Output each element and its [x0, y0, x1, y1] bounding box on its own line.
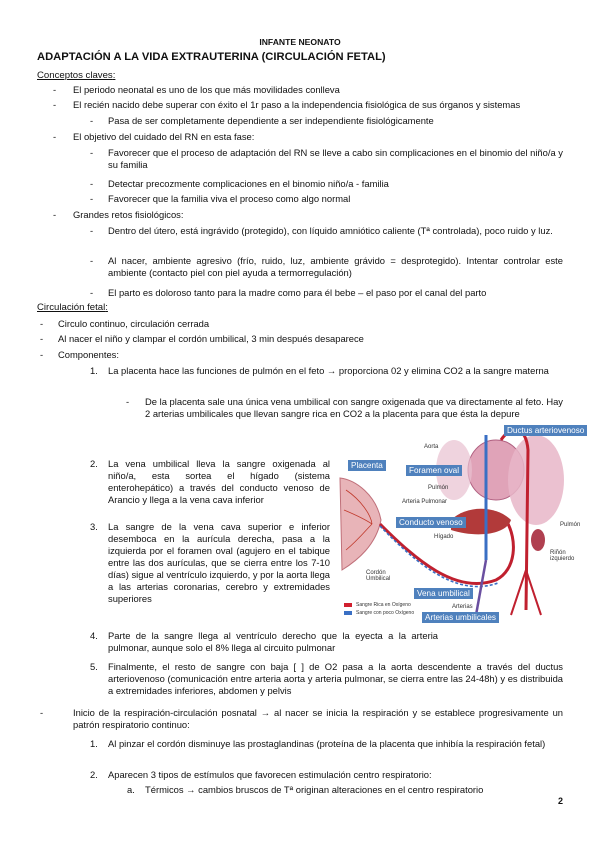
list-item: Parte de la sangre llega al ventrículo derecho que la eyecta a la arteria pulmonar, aunque solo el 8% llega al circuito pulmonar [108, 630, 438, 653]
label-pulmon-right: Pulmón [560, 522, 581, 528]
bullet-dash: - [53, 84, 57, 95]
list-item: Térmicos → cambios bruscos de Tª originan alteraciones en el centro respiratorio [145, 784, 484, 795]
label-arteria-pulmonar: Arteria Pulmonar [402, 499, 448, 505]
list-item: Pasa de ser completamente dependiente a ser independiente fisiológicamente [108, 115, 434, 126]
legend-deoxy: Sangre con poco Oxígeno [356, 610, 415, 616]
label-arterias: Arterias [452, 604, 473, 610]
number-marker: 3. [90, 521, 98, 532]
fetal-circulation-figure [336, 420, 591, 630]
number-marker: 5. [90, 661, 98, 672]
letter-marker: a. [127, 784, 135, 795]
label-foramen-oval: Foramen oval [406, 465, 462, 476]
section-circulacion: Circulación fetal: [37, 302, 108, 313]
document-title: ADAPTACIÓN A LA VIDA EXTRAUTERINA (CIRCULACIÓN FETAL) [37, 51, 386, 63]
section-conceptos: Conceptos claves: [37, 70, 116, 81]
page-header: INFANTE NEONATO [259, 37, 341, 47]
number-marker: 2. [90, 458, 98, 469]
list-item: Al nacer, ambiente agresivo (frío, ruido, luz, ambiente grávido = desprotegido). Intentar controlar este ambiente (contacto piel con piel ayuda a termorregulación) [108, 255, 563, 278]
bullet-dash: - [53, 131, 57, 142]
bullet-dash: - [40, 707, 44, 718]
list-item: Dentro del útero, está ingrávido (protegido), con líquido amniótico caliente (Tª controlada), poco ruido y luz. [108, 225, 553, 236]
legend-oxy: Sangre Rica en Oxígeno [356, 602, 411, 608]
list-item: Inicio de la respiración-circulación posnatal → al nacer se inicia la respiración y se establece progresivamente un patrón respiratorio continuo: [73, 707, 563, 730]
number-marker: 1. [90, 365, 98, 376]
label-vena-umbilical: Vena umbilical [414, 588, 473, 599]
list-item: Favorecer que el proceso de adaptación del RN se lleve a cabo sin complicaciones en el binomio del niño/a y su familia [108, 147, 563, 170]
list-item: La placenta hace las funciones de pulmón en el feto → proporciona 02 y elimina CO2 a la sangre materna [108, 365, 549, 376]
label-conducto-venoso: Conducto venoso [396, 517, 466, 528]
bullet-dash: - [90, 225, 94, 236]
list-item: Aparecen 3 tipos de estímulos que favorecen estimulación centro respiratorio: [108, 769, 432, 780]
list-item: Favorecer que la familia viva el proceso como algo normal [108, 193, 351, 204]
bullet-dash: - [40, 333, 44, 344]
label-pulmon-left: Pulmón [428, 485, 449, 491]
list-item: Al nacer el niño y clampar el cordón umbilical, 3 min después desaparece [58, 333, 364, 344]
bullet-dash: - [53, 99, 57, 110]
list-item: Circulo continuo, circulación cerrada [58, 318, 210, 329]
bullet-dash: - [40, 349, 44, 360]
list-item: De la placenta sale una única vena umbilical con sangre oxigenada que va directamente al feto. Hay 2 arterias umbilicales que llevan sangre rica en CO2 a la placenta para que ésta la depure [145, 396, 563, 419]
label-aorta: Aorta [424, 444, 439, 450]
bullet-dash: - [90, 115, 94, 126]
bullet-dash: - [90, 147, 94, 158]
bullet-dash: - [53, 209, 57, 220]
bullet-dash: - [90, 287, 94, 298]
number-marker: 2. [90, 769, 98, 780]
list-item: El parto es doloroso tanto para la madre como para él bebe – el paso por el canal del parto [108, 287, 487, 298]
bullet-dash: - [90, 193, 94, 204]
page-number: 2 [557, 796, 563, 806]
label-cordon: Cordón Umbilical [366, 570, 391, 582]
bullet-dash: - [90, 178, 94, 189]
list-item: La sangre de la vena cava superior e inferior desemboca en la aurícula derecha, pasa a la izquierda por el foramen oval (agujero en el tabique entre las dos aurículas, que se cierra entre los 7-10 días) sigue al ventrículo izquierdo, y por la aorta llega a las arterias coronarias, cerebro y extremidades superiores [108, 521, 330, 604]
list-item: El objetivo del cuidado del RN en esta fase: [73, 131, 255, 142]
label-placenta: Placenta [348, 460, 386, 471]
label-higado: Hígado [434, 534, 454, 540]
bullet-dash: - [126, 396, 130, 407]
list-item: La vena umbilical lleva la sangre oxigenada al niño/a, esta sortea el hígado (sistema enterohepático) a través del conducto venoso de Arancio y llega a la vena cava inferior [108, 458, 330, 505]
list-item: Detectar precozmente complicaciones en el binomio niño/a - familia [108, 178, 389, 189]
list-item: Componentes: [58, 349, 119, 360]
label-ductus: Ductus arteriovenoso [504, 425, 587, 436]
list-item: El recién nacido debe superar con éxito el 1r paso a la independencia fisiológica de sus órganos y sistemas [73, 99, 521, 110]
list-item: Finalmente, el resto de sangre con baja [ ] de O2 pasa a la aorta descendente a través del ductus arteriovenoso (comunicación entre arteria aorta y arteria pulmonar, se cierra entre las 24-48h) y es distribuida a extremidades inferiores, abdomen y pelvis [108, 661, 563, 696]
label-arterias-umbilicales: Arterias umbilicales [422, 612, 499, 623]
number-marker: 1. [90, 738, 98, 749]
number-marker: 4. [90, 630, 98, 641]
label-rinon: Riñón izquierdo [550, 550, 575, 562]
list-item: Grandes retos fisiológicos: [73, 209, 184, 220]
bullet-dash: - [40, 318, 44, 329]
list-item: El periodo neonatal es uno de los que más movilidades conlleva [73, 84, 340, 95]
list-item: Al pinzar el cordón disminuye las prostaglandinas (proteína de la placenta que inhibía la respiración fetal) [108, 738, 546, 749]
bullet-dash: - [90, 255, 94, 266]
